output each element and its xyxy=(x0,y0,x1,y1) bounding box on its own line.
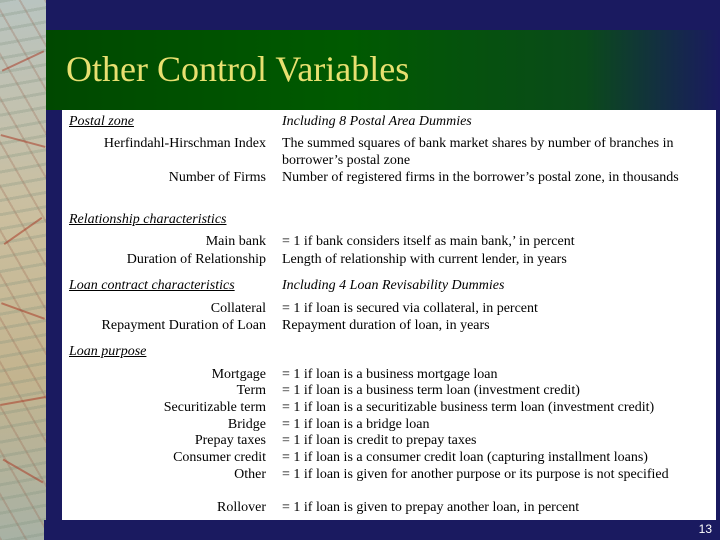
variable-label: Securitizable term xyxy=(163,400,266,415)
variable-label: Prepay taxes xyxy=(194,433,266,448)
map-decoration xyxy=(0,0,46,540)
variable-description: = 1 if loan is a consumer credit loan (capturing installment loans) xyxy=(282,450,648,465)
variable-label: Main bank xyxy=(205,234,266,249)
variable-description: = 1 if loan is given to prepay another loan, in percent xyxy=(282,500,580,515)
variable-description: Number of registered firms in the borrower’s postal zone, in thousands xyxy=(282,170,679,185)
section-note-loan-contract: Including 4 Loan Revisability Dummies xyxy=(282,278,505,293)
section-note-postal: Including 8 Postal Area Dummies xyxy=(282,114,472,129)
section-heading-loan-purpose: Loan purpose xyxy=(69,344,147,359)
variable-label: Bridge xyxy=(227,417,266,432)
section-heading-relationship: Relationship characteristics xyxy=(69,212,227,227)
variable-description: = 1 if loan is a bridge loan xyxy=(282,417,430,432)
slide-title: Other Control Variables xyxy=(66,49,410,89)
variable-label: Other xyxy=(234,467,266,482)
section-heading-postal: Postal zone xyxy=(69,114,134,129)
variable-description: = 1 if loan is secured via collateral, in percent xyxy=(282,301,538,316)
variable-description: = 1 if bank considers itself as main bank,’ in percent xyxy=(282,234,575,249)
variable-description: Length of relationship with current lender, in years xyxy=(282,252,567,267)
variable-description: Repayment duration of loan, in years xyxy=(282,318,490,333)
variable-label: Consumer credit xyxy=(173,450,266,465)
variable-description: = 1 if loan is given for another purpose or its purpose is not specified xyxy=(282,467,669,482)
variable-description: The summed squares of bank market shares by number of branches in borrower’s postal zone xyxy=(282,136,674,168)
variable-label: Herfindahl-Hirschman Index xyxy=(103,136,266,151)
variable-label: Mortgage xyxy=(211,367,266,382)
bottom-bar xyxy=(44,520,720,540)
variable-label: Collateral xyxy=(210,301,266,316)
variable-label: Term xyxy=(236,383,266,398)
variable-description: = 1 if loan is a business term loan (investment credit) xyxy=(282,383,580,398)
variable-label: Rollover xyxy=(217,500,266,515)
variable-description: = 1 if loan is a securitizable business term loan (investment credit) xyxy=(282,400,655,415)
variable-description: = 1 if loan is a business mortgage loan xyxy=(282,367,498,382)
variable-description: = 1 if loan is credit to prepay taxes xyxy=(282,433,477,448)
variable-label: Number of Firms xyxy=(168,170,266,185)
section-heading-loan-contract: Loan contract characteristics xyxy=(69,278,235,293)
variable-label: Repayment Duration of Loan xyxy=(101,318,266,333)
variable-label: Duration of Relationship xyxy=(126,252,266,267)
page-number: 13 xyxy=(698,522,712,536)
